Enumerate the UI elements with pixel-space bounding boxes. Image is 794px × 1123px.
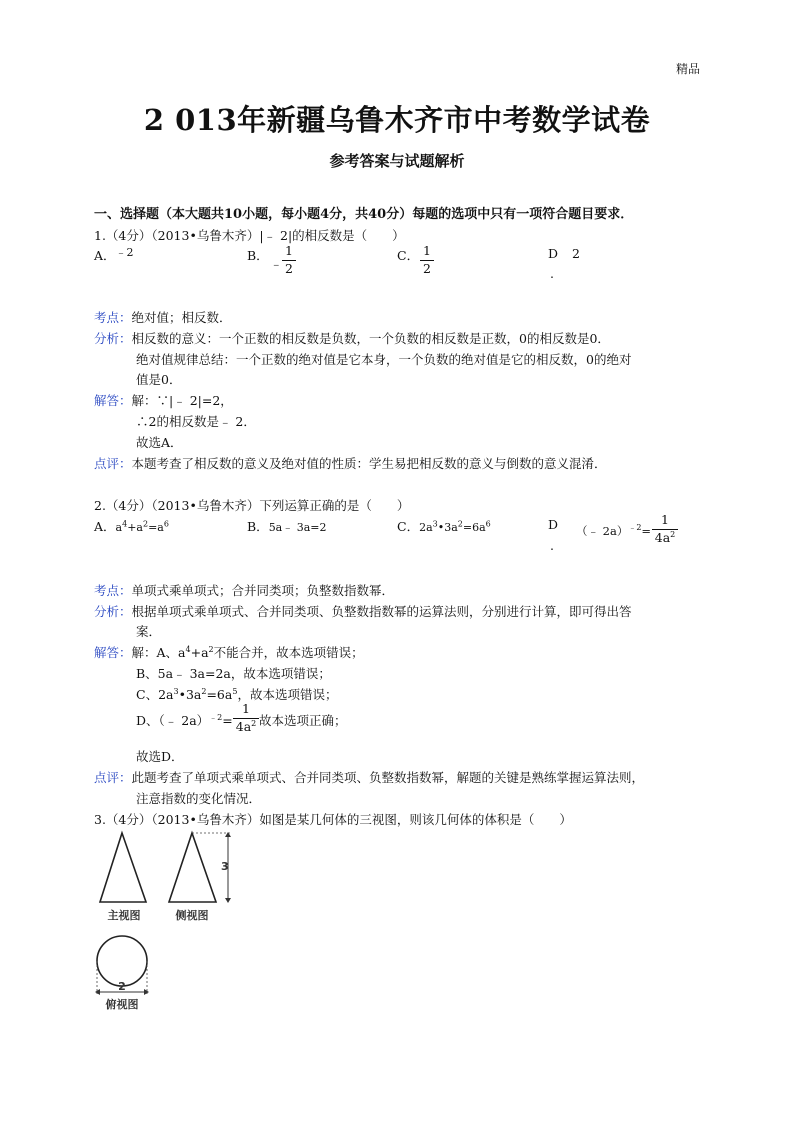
expr-part: =6a: [206, 687, 233, 702]
q2-kaodian-row: [94, 581, 394, 599]
front-view: [100, 833, 146, 922]
q2-fenxi-line-1: 根据单项式乘单项式、合并同类项、负整数指数幂的运算法则，分别进行计算，即可得出答: [131, 604, 632, 619]
side-view: [169, 832, 231, 922]
q2-option-a-label: A．: [94, 519, 116, 534]
exponent: 2: [670, 529, 676, 539]
exponent: 2: [208, 644, 214, 654]
page-subtitle: 参考答案与试题解析: [329, 152, 465, 170]
q1-fenxi-line-3: 值是0．: [136, 372, 182, 387]
q1-option-a-value: ﹣2: [115, 246, 134, 259]
q2-option-b: [247, 517, 327, 535]
kaodian-label: 考点：: [94, 310, 132, 325]
arrow-right-icon: [144, 989, 149, 995]
exponent: 4: [185, 644, 191, 654]
q1-option-d-dot: .: [550, 266, 554, 281]
expr-part: =: [222, 713, 233, 728]
q1-option-b-sign: ﹣: [270, 256, 283, 271]
fenxi-label: 分析：: [94, 604, 132, 619]
q1-option-c-denominator: 2: [423, 260, 431, 276]
expr-part: 2a: [419, 521, 433, 534]
page-corner-tag: 精品: [676, 62, 701, 76]
exponent: 4: [122, 519, 128, 529]
arrow-down-icon: [225, 898, 231, 903]
q1-fenxi-row: [94, 329, 610, 347]
expr-part: （﹣ 2a）: [576, 524, 629, 538]
expr-part: •3a: [178, 687, 202, 702]
q2-dianping-line-2: 注意指数的变化情况．: [136, 791, 262, 806]
expr-part: =6a: [462, 521, 486, 534]
q3-stem: 3.（4分）（2013•乌鲁木齐）如图是某几何体的三视图，则该几何体的体积是（ ）: [94, 812, 572, 827]
expr-part: =: [641, 524, 652, 538]
expr-part: 解：A、a: [131, 645, 186, 660]
q2-option-d-expr: [576, 523, 651, 539]
q2-jieda-d-fraction: [233, 703, 259, 733]
exponent: 2: [142, 519, 149, 529]
q2-option-b-expr: 5a﹣ 3a=2: [268, 521, 327, 534]
expr-part: +a: [127, 521, 143, 534]
q1-dianping-row: [94, 454, 607, 472]
q1-option-d-label: D: [548, 246, 559, 261]
top-view-caption: 俯视图: [105, 998, 139, 1011]
kaodian-label: 考点：: [94, 583, 132, 598]
q1-option-b-label: B．: [247, 248, 269, 263]
q1-option-c-fraction: [420, 245, 434, 275]
expr-part: a: [115, 521, 123, 534]
expr-part: C、2a: [136, 687, 174, 702]
q2-jieda-row: [94, 643, 364, 661]
q1-option-a: [94, 246, 134, 264]
q2-dianping-row: [94, 768, 644, 786]
q1-option-b-denominator: 2: [285, 260, 293, 276]
q2-option-d-dot: .: [550, 538, 554, 553]
q1-jieda-line-3: 故选A．: [136, 435, 183, 450]
jieda-label: 解答：: [94, 393, 132, 408]
q1-option-c-numerator: 1: [423, 243, 431, 258]
expr-part: 4a: [654, 529, 671, 545]
q2-stem: 2.（4分）（2013•乌鲁木齐）下列运算正确的是（ ）: [94, 498, 410, 513]
q1-option-d-value: 2: [572, 246, 580, 261]
q1-fenxi-line-1: 相反数的意义：一个正数的相反数是负数，一个负数的相反数是正数，0的相反数是0．: [131, 331, 610, 346]
q2-jieda-d-lhs: [136, 711, 233, 729]
exponent: 2: [457, 519, 463, 529]
fenxi-label: 分析：: [94, 331, 132, 346]
expr-part: ，故本选项错误；: [237, 687, 338, 702]
exponent: 6: [163, 519, 169, 529]
q2-jieda-b: B、5a﹣ 3a=2a，故本选项错误；: [136, 666, 331, 681]
exponent: 2: [201, 686, 207, 696]
exponent: 2: [251, 718, 257, 728]
exponent: ﹣2: [628, 523, 642, 533]
fraction-numerator: 1: [242, 701, 250, 716]
q2-jieda-c: [136, 685, 337, 703]
q1-stem: 1.（4分）（2013•乌鲁木齐）|﹣ 2|的相反数是（ ）: [94, 228, 405, 243]
front-view-caption: 主视图: [107, 909, 141, 922]
q2-option-a-expr: [116, 521, 169, 534]
three-view-figure: [90, 828, 250, 1018]
diameter-label: 2: [118, 980, 126, 993]
q2-option-b-label: B．: [247, 519, 269, 534]
section-heading: 一、选择题（本大题共10小题，每小题4分，共40分）每题的选项中只有一项符合题目要求．: [94, 207, 634, 222]
q1-jieda-line-1: 解：∵|﹣ 2|=2，: [131, 393, 233, 408]
q1-kaodian: 绝对值；相反数．: [131, 310, 232, 325]
q1-option-b-numerator: 1: [285, 243, 293, 258]
q1-option-a-label: A．: [94, 248, 116, 263]
exponent: 5: [232, 686, 238, 696]
fraction-denominator: [233, 718, 259, 734]
front-view-triangle: [100, 833, 146, 902]
q2-jieda-d-rhs: 故本选项正确；: [259, 713, 347, 728]
q1-fenxi-line-2: 绝对值规律总结：一个正数的绝对值是它本身，一个负数的绝对值是它的相反数，0的绝对: [136, 352, 632, 367]
jieda-label: 解答：: [94, 645, 132, 660]
q1-option-b-fraction: [282, 245, 296, 275]
q2-jieda-end: 故选D．: [136, 749, 184, 764]
q1-option-c-label: C．: [397, 248, 420, 263]
q2-dianping-line-1: 此题考查了单项式乘单项式、合并同类项、负整数指数幂，解题的关键是熟练掌握运算法则，: [131, 770, 645, 785]
exponent: ﹣2: [209, 712, 223, 722]
q2-option-c: [397, 517, 491, 535]
q1-kaodian-row: [94, 308, 232, 326]
expr-part: •3a: [437, 521, 458, 534]
q2-option-d-fraction: [652, 514, 678, 544]
top-view: [95, 936, 149, 1011]
arrow-left-icon: [95, 989, 100, 995]
expr-part: +a: [190, 645, 209, 660]
top-view-circle: [97, 936, 147, 986]
fraction-denominator: [652, 529, 678, 545]
expr-part: =a: [148, 521, 164, 534]
q2-option-c-label: C．: [397, 519, 420, 534]
q2-kaodian: 单项式乘单项式；合并同类项；负整数指数幂．: [131, 583, 395, 598]
dianping-label: 点评：: [94, 456, 132, 471]
expr-part: 不能合并，故本选项错误；: [213, 645, 364, 660]
q1-dianping: 本题考查了相反数的意义及绝对值的性质：学生易把相反数的意义与倒数的意义混淆．: [131, 456, 607, 471]
q2-option-d-label: D: [548, 517, 559, 532]
height-label: 3: [221, 860, 229, 873]
q1-jieda-line-2: ∴2的相反数是﹣ 2．: [136, 414, 256, 429]
fraction-numerator: 1: [661, 512, 669, 527]
q1-jieda-row: [94, 391, 233, 409]
expr-part: D、（﹣ 2a）: [136, 713, 210, 728]
exponent: 3: [173, 686, 179, 696]
q2-option-c-expr: [419, 521, 491, 534]
exponent: 3: [432, 519, 438, 529]
dianping-label: 点评：: [94, 770, 132, 785]
q2-fenxi-line-2: 案．: [136, 624, 162, 639]
q2-option-a: [94, 517, 169, 535]
page-title: 2 013年新疆乌鲁木齐市中考数学试卷: [143, 103, 651, 137]
expr-part: 4a: [235, 718, 252, 734]
q2-fenxi-row: [94, 602, 632, 620]
exponent: 6: [485, 519, 491, 529]
side-view-caption: 侧视图: [175, 909, 209, 922]
side-view-triangle: [169, 833, 216, 902]
